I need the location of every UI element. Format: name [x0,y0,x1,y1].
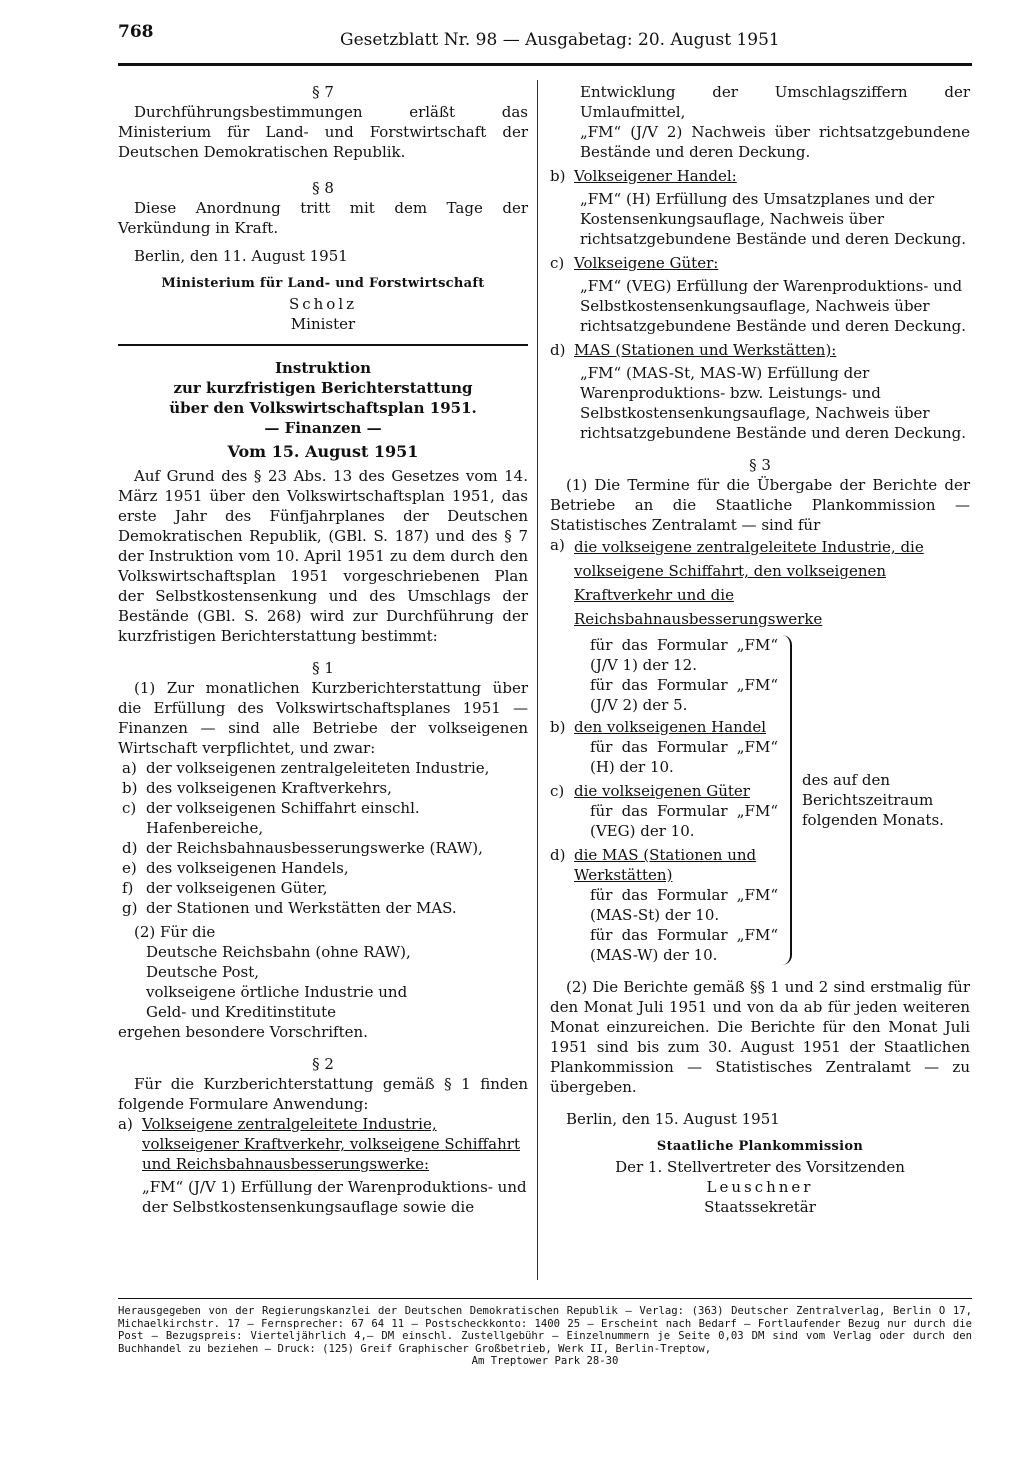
footer-rule [118,1298,972,1299]
list-item [122,858,528,878]
section-3-item-b-head: den volkseigenen Handel [574,718,767,736]
header-rule [118,63,972,66]
list-letter: a) [118,1115,133,1133]
section-3-item-d-head: die MAS (Stationen und Werkstätten) [574,846,757,884]
section-7-heading: § 7 [312,83,334,101]
list-letter: a) [122,759,137,777]
list-item [122,778,528,798]
section-1-paragraph-1: (1) Zur monatlichen Kurzberichterstattung über die Erfüllung des Volkswirtschaftsplanes 1951 — Finanzen — sind alle Betriebe der volkseigenen Wirtschaft verpflichtet, und zwar: [118,679,528,757]
deadline-a-form-2: für das Formular „FM“ (J/V 2) der 5. [590,676,778,714]
section-3-item-c [550,781,778,801]
deadline-bracket-group [550,635,970,965]
list-item: Deutsche Post, [146,963,260,981]
list-item [122,878,528,898]
signer-2-title: Staatssekretär [704,1198,816,1216]
list-letter: d) [550,846,566,864]
left-column [118,82,528,1217]
place-date-1: Berlin, den 11. August 1951 [134,247,348,265]
deadline-d-form-1: für das Formular „FM“ (MAS-St) der 10. [590,886,778,924]
section-2-item-d [550,340,970,443]
deadline-c-form: für das Formular „FM“ (VEG) der 10. [590,802,778,840]
list-letter: a) [550,536,565,554]
section-2-item-c-head: Volkseigene Güter: [574,254,719,272]
section-2-intro: Für die Kurzberichterstattung gemäß § 1 finden folgende Formulare Anwendung: [118,1075,528,1113]
instruction-title-line-1: Instruktion [274,359,372,377]
signer-1-title: Minister [290,315,356,333]
list-letter: g) [122,899,138,917]
list-letter: f) [122,879,134,897]
curly-bracket [778,635,792,965]
section-3-item-c-head: die volkseigenen Güter [574,782,750,800]
section-3-item-a [550,535,970,631]
section-1-paragraph-2-list [118,942,528,1022]
signer-1-name: Scholz [288,295,358,313]
section-2-item-b-head: Volkseigener Handel: [574,167,737,185]
deadline-d-form-2: für das Formular „FM“ (MAS-W) der 10. [590,926,778,964]
list-text: der Reichsbahnausbesserungswerke (RAW), [146,839,483,857]
list-text: des volkseigenen Handels, [146,859,349,877]
section-2-item-b [550,166,970,249]
deadline-b-form: für das Formular „FM“ (H) der 10. [590,738,778,776]
instruction-title-line-2: zur kurzfristigen Berichterstattung [173,379,473,397]
deadline-bracket-text: des auf den Berichtszeitraum folgenden Monats. [802,771,944,829]
column-divider [537,80,538,1280]
section-1-paragraph-2-intro: (2) Für die [134,923,216,941]
right-column [550,82,970,1217]
section-2-item-d-head: MAS (Stationen und Werkstätten): [574,341,837,359]
section-2-item-a-fm2: „FM“ (J/V 2) Nachweis über richtsatzgebundene Bestände und deren Deckung. [580,123,970,161]
section-2-heading: § 2 [312,1055,334,1073]
section-8-heading: § 8 [312,179,334,197]
instruction-title-line-4: — Finanzen — [264,419,382,437]
ministry-name: Ministerium für Land- und Forstwirtschaft [161,276,485,291]
instruction-date: Vom 15. August 1951 [227,442,419,461]
page-number: 768 [118,22,154,42]
list-letter: c) [550,782,565,800]
place-date-2: Berlin, den 15. August 1951 [566,1110,780,1128]
list-letter: b) [550,167,566,185]
imprint-footer [118,1305,972,1368]
section-3-heading: § 3 [749,456,771,474]
list-letter: d) [122,839,138,857]
imprint-text: Herausgegeben von der Regierungskanzlei der Deutschen Demokratischen Republik — Verlag: (363) Deutscher Zentralverlag, Berlin O 17, Michaelkirchstr. 17 — Fernsprecher: 67 64 11 — Postscheckkonto: 1400 25 — Erscheint nach Bedarf — Fortlaufender Bezug nur durch die Post — Bezugspreis: Vierteljährlich 4,— DM einschl. Zustellgebühr — Einzelnummern je Seite 0,03 DM sind vom Verlag oder durch den Buchhandel zu beziehen — Druck: (125) Greif Graphischer Großbetrieb, Werk II, Berlin-Treptow, [118,1305,972,1355]
list-text: des volkseigenen Kraftverkehrs, [146,779,392,797]
list-text: der volkseigenen Güter, [146,879,328,897]
deadline-a-form-1: für das Formular „FM“ (J/V 1) der 12. [590,636,778,674]
list-item: Geld- und Kreditinstitute [146,1003,337,1021]
list-letter: e) [122,859,137,877]
list-letter: b) [122,779,138,797]
section-2-item-c-text: „FM“ (VEG) Erfüllung der Warenproduktions- und Selbstkostensenkungsauflage, Nachweis über richtsatzgebundene Bestände und deren Deckung. [580,277,967,335]
section-2-item-c [550,253,970,336]
section-2-item-a-fm1: „FM“ (J/V 1) Erfüllung der Warenproduktions- und der Selbstkostensenkungsauflage sowie die [142,1178,527,1216]
list-text: der Stationen und Werkstätten der MAS. [146,899,457,917]
deputy-title: Der 1. Stellvertreter des Vorsitzenden [615,1158,905,1176]
section-3-paragraph-2: (2) Die Berichte gemäß §§ 1 und 2 sind erstmalig für den Monat Juli 1951 und von da ab für jeden weiteren Monat einzureichen. Die Berichte für den Monat Juli 1951 sind bis zum 30. August 1951 der Staatlichen Plankommission — Statistisches Zentralamt — zu übergeben. [550,978,970,1096]
page-header-title: Gesetzblatt Nr. 98 — Ausgabetag: 20. August 1951 [340,30,780,50]
section-2-item-a [118,1114,528,1217]
list-letter: c) [122,799,137,817]
instruction-title-line-3: über den Volkswirtschaftsplan 1951. [169,399,477,417]
section-2-item-d-text: „FM“ (MAS-St, MAS-W) Erfüllung der Warenproduktions- bzw. Leistungs- und Selbstkostensenkungsauflage, Nachweis über richtsatzgebundene Bestände und deren Deckung. [580,364,967,442]
imprint-last-line: Am Treptower Park 28-30 [471,1355,619,1367]
section-3-item-b [550,717,778,737]
section-3-item-a-head: die volkseigene zentralgeleitete Industrie, die volkseigene Schiffahrt, den volkseigenen Kraftverkehr und die Reichsbahnausbesserungswerke [574,538,924,628]
list-item: volkseigene örtliche Industrie und [146,983,408,1001]
section-3-item-d [550,845,778,885]
section-1-heading: § 1 [312,659,334,677]
commission-name: Staatliche Plankommission [656,1139,864,1154]
section-2-item-a-head: Volkseigene zentralgeleitete Industrie, volkseigener Kraftverkehr, volkseigene Schiffahrt und Reichsbahnausbesserungswerke: [142,1115,520,1173]
section-1-list [118,758,528,918]
section-2-item-b-text: „FM“ (H) Erfüllung des Umsatzplanes und der Kostensenkungsauflage, Nachweis über richtsatzgebundene Bestände und deren Deckung. [580,190,967,248]
section-3-paragraph-1: (1) Die Termine für die Übergabe der Berichte der Betriebe an die Staatliche Plankommission — Statistisches Zentralamt — sind für [550,476,970,534]
section-divider-rule [118,344,528,346]
preamble: Auf Grund des § 23 Abs. 13 des Gesetzes vom 14. März 1951 über den Volkswirtschaftsplan 1951, das erste Jahr des Fünfjahrplanes der Deutschen Demokratischen Republik, (GBl. S. 187) und des § 7 der Instruktion vom 10. April 1951 zu dem durch den Volkswirtschaftsplan 1951 vorgeschriebenen Plan der Selbstkostensenkung und des Umschlags der Bestände (GBl. S. 268) wird zur Durchführung der kurzfristigen Berichterstattung bestimmt: [118,467,528,645]
section-1-paragraph-2-end: ergehen besondere Vorschriften. [118,1023,368,1041]
list-item: Deutsche Reichsbahn (ohne RAW), [146,943,411,961]
section-2-item-a-continued: Entwicklung der Umschlagsziffern der Umlaufmittel, [580,83,970,121]
list-item [122,838,528,858]
signer-2-name: Leuschner [706,1178,814,1196]
section-8-text: Diese Anordnung tritt mit dem Tage der Verkündung in Kraft. [118,199,528,237]
list-letter: b) [550,718,566,736]
list-text: der volkseigenen Schiffahrt einschl. Hafenbereiche, [146,799,420,837]
list-letter: c) [550,254,565,272]
list-letter: d) [550,341,566,359]
list-text: der volkseigenen zentralgeleiteten Industrie, [146,759,490,777]
section-7-text: Durchführungsbestimmungen erläßt das Ministerium für Land- und Forstwirtschaft der Deutschen Demokratischen Republik. [118,103,528,161]
list-item [122,758,528,778]
list-item [122,898,528,918]
list-item [122,798,528,838]
